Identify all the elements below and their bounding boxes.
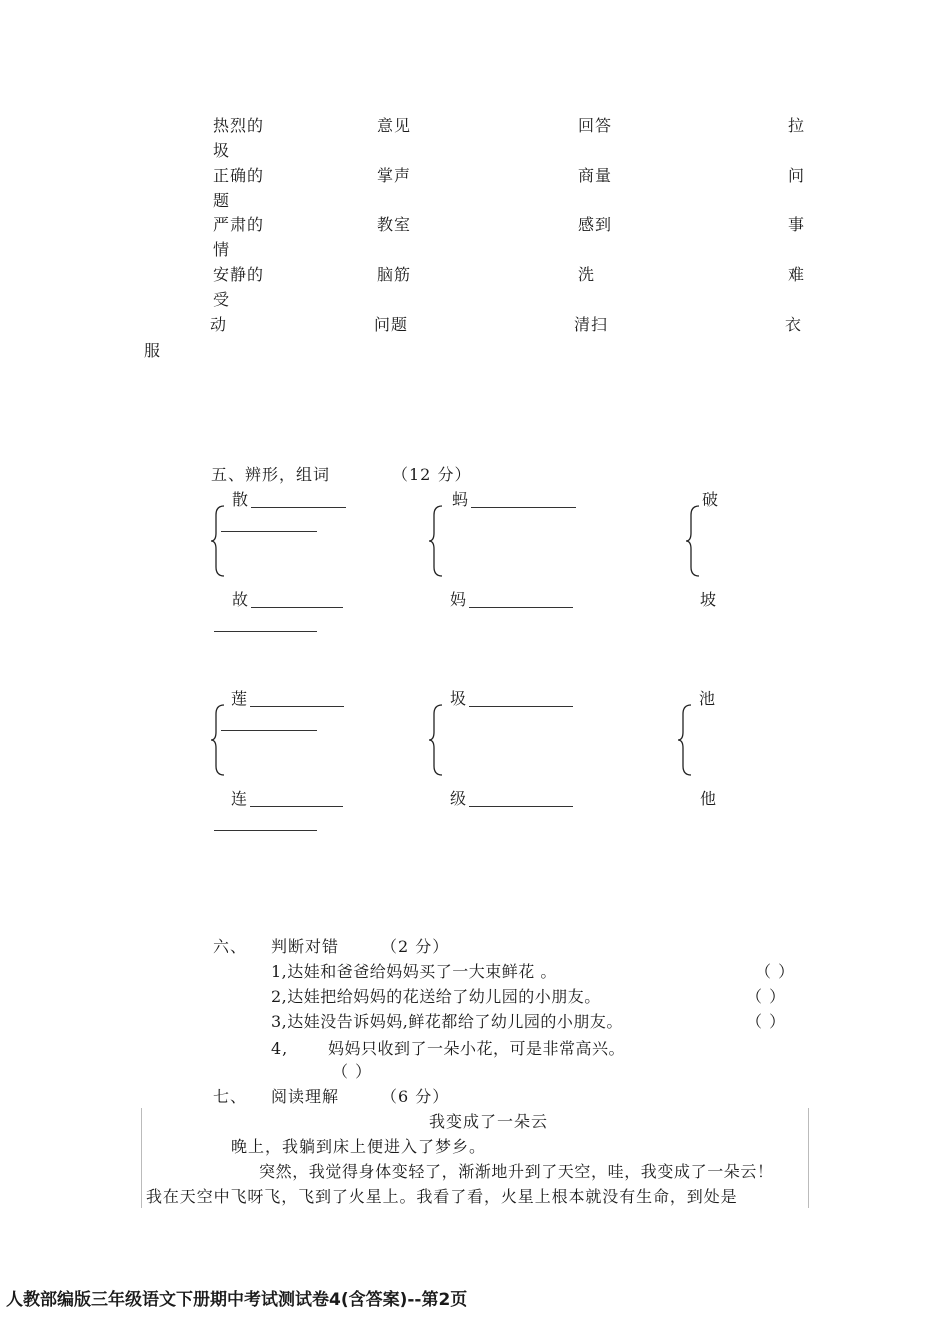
passage-title: 我变成了一朵云 bbox=[429, 1112, 549, 1131]
match-r2-wrap: 题 bbox=[213, 191, 231, 210]
brace-icon bbox=[428, 505, 444, 577]
char-top: 池 bbox=[699, 689, 717, 708]
match-r3-c2: 教室 bbox=[377, 215, 412, 234]
judge-paren[interactable]: （ ） bbox=[746, 1012, 787, 1031]
answer-blank[interactable] bbox=[471, 507, 576, 508]
passage-paragraph: 晚上，我躺到床上便进入了梦乡。 bbox=[231, 1137, 487, 1156]
match-r4-c1: 安静的 bbox=[213, 265, 265, 284]
section6-score: （2 分） bbox=[381, 937, 450, 956]
judge-item: 1,达娃和爸爸给妈妈买了一大束鲜花 。 bbox=[271, 962, 557, 981]
passage-border-right bbox=[808, 1108, 809, 1208]
section5-heading: 五、辨形，组词 bbox=[211, 465, 331, 484]
match-r1-c4: 拉 bbox=[788, 116, 806, 135]
judge-item: 妈妈只收到了一朵小花，可是非常高兴。 bbox=[328, 1039, 626, 1058]
match-r5-c1: 动 bbox=[210, 315, 228, 334]
judge-item-num: 4, bbox=[271, 1039, 289, 1058]
match-r3-c3: 感到 bbox=[578, 215, 613, 234]
char-bottom: 他 bbox=[700, 789, 718, 808]
brace-icon bbox=[210, 505, 226, 577]
judge-item: 3,达娃没告诉妈妈,鲜花都给了幼儿园的小朋友。 bbox=[271, 1012, 623, 1031]
match-r5-wrap: 服 bbox=[144, 341, 162, 360]
answer-blank[interactable] bbox=[251, 507, 346, 508]
match-r2-c2: 掌声 bbox=[377, 166, 412, 185]
match-r3-wrap: 情 bbox=[213, 240, 231, 259]
passage-paragraph: 我在天空中飞呀飞，飞到了火星上。我看了看，火星上根本就没有生命，到处是 bbox=[146, 1187, 738, 1206]
char-top: 圾 bbox=[450, 689, 468, 708]
match-r1-c2: 意见 bbox=[377, 116, 412, 135]
char-bottom: 级 bbox=[450, 789, 468, 808]
brace-icon bbox=[210, 704, 226, 776]
section5-score: （12 分） bbox=[392, 465, 472, 484]
answer-blank[interactable] bbox=[469, 806, 573, 807]
answer-blank[interactable] bbox=[469, 607, 573, 608]
match-r3-c4: 事 bbox=[788, 215, 806, 234]
match-r3-c1: 严肃的 bbox=[213, 215, 265, 234]
match-r1-c1: 热烈的 bbox=[213, 116, 265, 135]
section7-score: （6 分） bbox=[381, 1087, 450, 1106]
match-r2-c4: 问 bbox=[788, 166, 806, 185]
section6-heading: 判断对错 bbox=[271, 937, 340, 956]
match-r4-c2: 脑筋 bbox=[377, 265, 412, 284]
judge-item: 2,达娃把给妈妈的花送给了幼儿园的小朋友。 bbox=[271, 987, 601, 1006]
char-top: 蚂 bbox=[452, 490, 470, 509]
char-top: 破 bbox=[702, 490, 720, 509]
char-top: 散 bbox=[232, 490, 250, 509]
answer-blank[interactable] bbox=[250, 706, 344, 707]
section7-num: 七、 bbox=[213, 1087, 248, 1106]
answer-blank[interactable] bbox=[214, 830, 317, 831]
judge-paren[interactable]: （ ） bbox=[332, 1062, 373, 1081]
answer-blank[interactable] bbox=[250, 806, 343, 807]
passage-border-left bbox=[141, 1108, 142, 1208]
passage-paragraph: 突然，我觉得身体变轻了，渐渐地升到了天空，哇，我变成了一朵云！ bbox=[259, 1162, 774, 1181]
answer-blank[interactable] bbox=[214, 631, 317, 632]
char-bottom: 坡 bbox=[700, 590, 718, 609]
page-footer: 人教部编版三年级语文下册期中考试测试卷4(含答案)--第2页 bbox=[6, 1290, 468, 1310]
match-r4-c3: 洗 bbox=[578, 265, 596, 284]
match-r4-wrap: 受 bbox=[213, 290, 231, 309]
brace-icon bbox=[428, 704, 444, 776]
char-top: 莲 bbox=[231, 689, 249, 708]
match-r5-c4: 衣 bbox=[785, 315, 803, 334]
answer-blank[interactable] bbox=[221, 730, 317, 731]
match-r1-wrap: 圾 bbox=[213, 141, 231, 160]
brace-icon bbox=[677, 704, 693, 776]
match-r4-c4: 难 bbox=[788, 265, 806, 284]
answer-blank[interactable] bbox=[251, 607, 343, 608]
char-bottom: 故 bbox=[232, 590, 250, 609]
answer-blank[interactable] bbox=[221, 531, 317, 532]
char-bottom: 妈 bbox=[450, 590, 468, 609]
match-r2-c1: 正确的 bbox=[213, 166, 265, 185]
match-r2-c3: 商量 bbox=[578, 166, 613, 185]
brace-icon bbox=[685, 505, 701, 577]
section7-heading: 阅读理解 bbox=[271, 1087, 340, 1106]
match-r5-c2: 问题 bbox=[374, 315, 409, 334]
match-r1-c3: 回答 bbox=[578, 116, 613, 135]
judge-paren[interactable]: （ ） bbox=[755, 962, 796, 981]
judge-paren[interactable]: （ ） bbox=[746, 987, 787, 1006]
char-bottom: 连 bbox=[231, 789, 249, 808]
match-r5-c3: 清扫 bbox=[574, 315, 609, 334]
section6-num: 六、 bbox=[213, 937, 248, 956]
answer-blank[interactable] bbox=[469, 706, 573, 707]
